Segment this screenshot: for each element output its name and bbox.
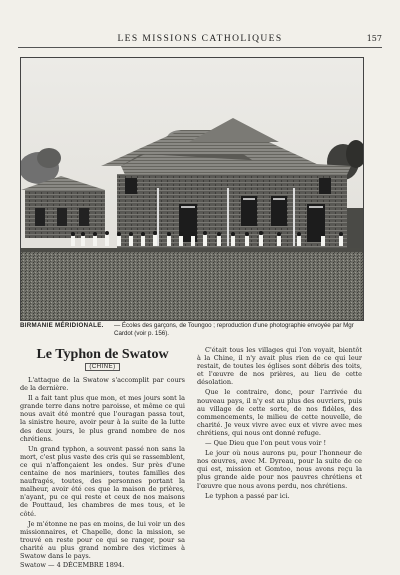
- photograph: [20, 57, 364, 321]
- article-title: Le Typhon de Swatow: [36, 347, 169, 362]
- publication-title: LES MISSIONS CATHOLIQUES: [117, 34, 283, 44]
- paragraph: Je m'étonne ne pas en moins, de lui voir un des missionnaires, et Chapelle, donc la mission, se trouvé en reste pour ce qui se ranger, pour sa charité au plus grand nombre des victimes à Swatow dans le pays.: [20, 519, 185, 560]
- article-subtitle-text: (CHINE): [85, 363, 119, 371]
- school-building-photo: [21, 58, 363, 320]
- left-column: [20, 346, 185, 569]
- article-subtitle: [20, 363, 185, 371]
- paragraph: — Que Dieu que l'on peut vous voir !: [205, 439, 327, 448]
- right-column: [197, 346, 362, 500]
- paragraph: Le jour où nous aurons pu, pour l'honneur de nos œuvres, avec M. Dyreau, pour la suite de ce qui est, mission et Gomtoo, nous avons reçu la plus grande aide pour nos pauvres chrétiens et l'œuvre que nous avons perdu, nos chrétiens.: [197, 449, 362, 490]
- photo-caption: [20, 322, 362, 342]
- paragraph: L'attaque de la Swatow s'accomplit par cours de la dernière.: [20, 376, 185, 393]
- caption-text: — Écoles des garçons, de Toungoo ; reproduction d'une photographie envoyée par Mgr Cardot (voir p. 156).: [114, 322, 354, 337]
- paragraph: Que le contraire, donc, pour l'arrivée du nouveau pays, il n'y est au plus des ouvriers, puis au village de cette sorte, de nos fidèles, des commencements, le milieu de cette nouvelle, de charité. Je veux vivre avec eux et vivre avec mes chrétiens, qui nous ont donné refuge.: [197, 388, 362, 437]
- caption-place: BIRMANIE MÉRIDIONALE.: [20, 322, 104, 329]
- page-header: [18, 34, 382, 48]
- paragraph: C'était tous les villages qui l'on voyait, bientôt à la Chine, il n'y avait plus rien de ce qui leur restait, de toutes les églises sont débris des toits, et l'œuvre de nos prières, au lieu de cette désolation.: [197, 346, 362, 387]
- right-signoff: Le typhon a passé par ici.: [205, 491, 290, 500]
- paragraph: Il a fait tant plus que mon, et mes jours sont la grande terre dans notre paroisse, et même ce qui nous avait été montré que l'ouragan passa tout, la sinistre heure, avoir peur à la suite de la lutte des deux jours, le plus grand nombre de nos chrétiens.: [20, 394, 185, 443]
- page-number: 157: [366, 34, 382, 43]
- header-rule: [18, 47, 382, 48]
- left-signoff: Swatow — 4 DÉCEMBRE 1894.: [20, 561, 125, 570]
- paragraph: Un grand typhon, a souvent passé non sans la mort, c'est plus vaste des cris qui se rassemblent, ce qui n'affonçaient les ondes. Sur près d'une centaine de nos mariniers, toutes familles des naufragés, toutes, des personnes portant la malheur, avoir été ces que la maison de prières, n'ayant, pu ce qui reste et ceux de nos maisons de Pouttaud, les chambres de mes tous, et le côté.: [20, 444, 185, 518]
